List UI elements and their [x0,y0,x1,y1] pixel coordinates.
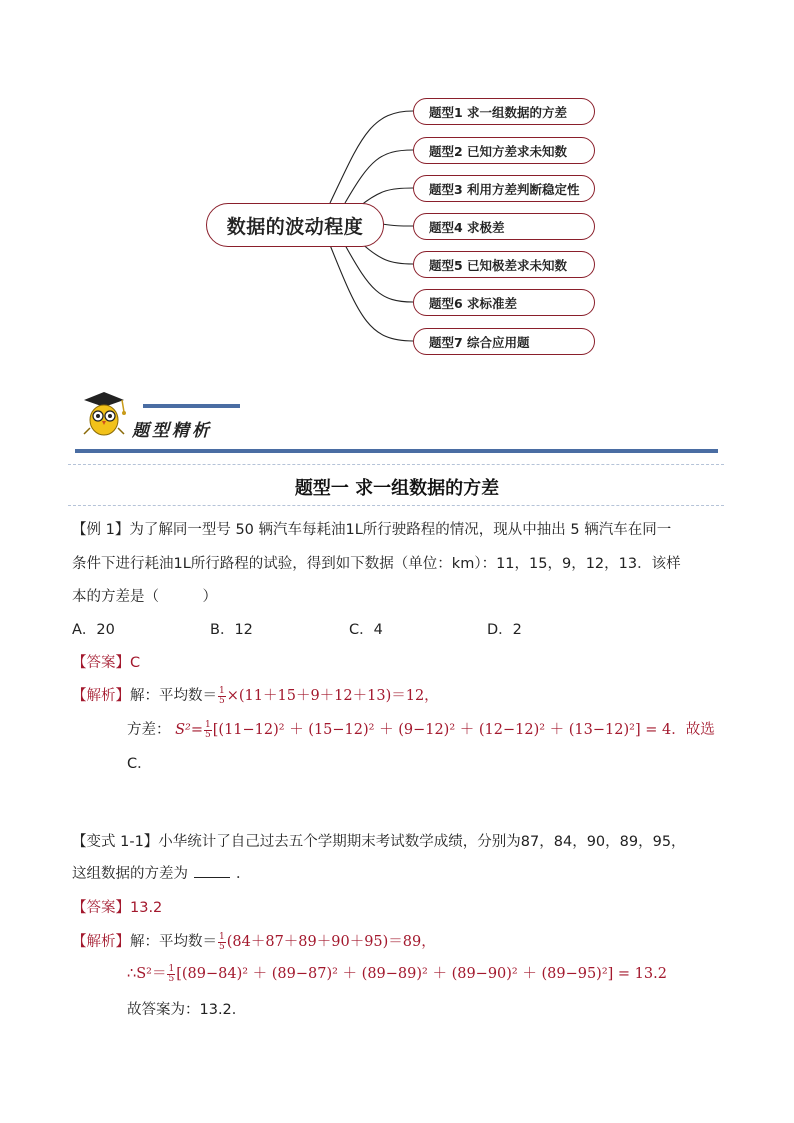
divider-top [68,464,724,465]
mindmap-node-1: 题型1 求一组数据的方差 [413,98,595,125]
mean-expression: ×(11＋15＋9＋12＋13)＝12， [226,688,439,704]
example1-line2: 条件下进行耗油1L所行路程的试验，得到如下数据（单位：km）：11，15，9，12，13．该样 [72,556,681,572]
fraction: $\frac{1}{5}$ [219,685,225,706]
variance-prefix: ∴S²＝ [127,966,167,982]
option-c: C．4 [349,622,383,638]
example1-analysis [72,684,439,706]
mindmap-center-topic: 数据的波动程度 [206,203,384,247]
variance-label: 方差： [127,722,171,738]
variant1-line2: 这组数据的方差为 ． [72,866,251,882]
mindmap-connectors [0,0,794,380]
mindmap-node-4: 题型4 求极差 [413,213,595,240]
example1-choice: C． [127,756,152,772]
example1-line1: 【例 1】为了解同一型号 50 辆汽车每耗油1L所行驶路程的情况，现从中抽出 5 辆汽车在同一 [72,522,672,538]
banner-label: 题型精析 [132,421,212,441]
answer-blank [194,865,230,878]
mean-expression: (84＋87＋89＋90＋95)＝89， [226,934,436,950]
banner-underline [75,449,718,453]
analysis-intro: 解：平均数＝ [130,688,217,704]
answer-label: 【答案】 [72,655,130,671]
example1-variance: 方差： S²= $\frac{1}{5}$ [(11−12)² ＋ (15−12)² ＋ (9−12)² ＋ (12−12)² ＋ (13−12)²] = 4．故选 [127,719,715,740]
example1-answer [72,651,140,672]
mindmap-node-5: 题型5 已知极差求未知数 [413,251,595,278]
analysis-intro: 解：平均数＝ [130,934,217,950]
fraction: $\frac{1}{5}$ [168,963,175,984]
variant1-variance [127,962,667,984]
mindmap-node-2: 题型2 已知方差求未知数 [413,137,595,164]
variant1-final: 故答案为：13.2． [127,1002,247,1018]
variant1-answer [72,896,162,917]
variance-expression: [(11−12)² ＋ (15−12)² ＋ (9−12)² ＋ (12−12)² ＋ (13−12)²] = 4．故选 [212,722,715,738]
banner-accent-bar [143,404,240,408]
variant1-analysis [72,930,436,952]
example1-line3: 本的方差是（ ） [72,589,217,605]
mindmap-node-3: 题型3 利用方差判断稳定性 [413,175,595,202]
analysis-label: 【解析】 [72,688,130,704]
analysis-label: 【解析】 [72,934,130,950]
fraction: $\frac{1}{5}$ [219,931,225,952]
option-b: B．12 [210,622,253,638]
variance-expression: [(89−84)² ＋ (89−87)² ＋ (89−89)² ＋ (89−90)² ＋ (89−95)²] = 13.2 [176,966,667,982]
mindmap-node-6: 题型6 求标准差 [413,289,595,316]
variant1-line1: 【变式 1-1】小华统计了自己过去五个学期期末考试数学成绩，分别为87，84，90，89，95， [72,834,686,850]
option-d: D．2 [487,622,522,638]
answer-label: 【答案】 [72,900,130,916]
answer-value: C [130,655,141,671]
divider-bottom [68,505,724,506]
fraction: $\frac{1}{5}$ [205,719,211,740]
answer-value: 13.2 [130,900,163,916]
owl-mascot-icon [78,388,130,440]
section-title: 题型一 求一组数据的方差 [294,478,500,499]
option-a: A．20 [72,622,115,638]
mindmap-node-7: 题型7 综合应用题 [413,328,595,355]
